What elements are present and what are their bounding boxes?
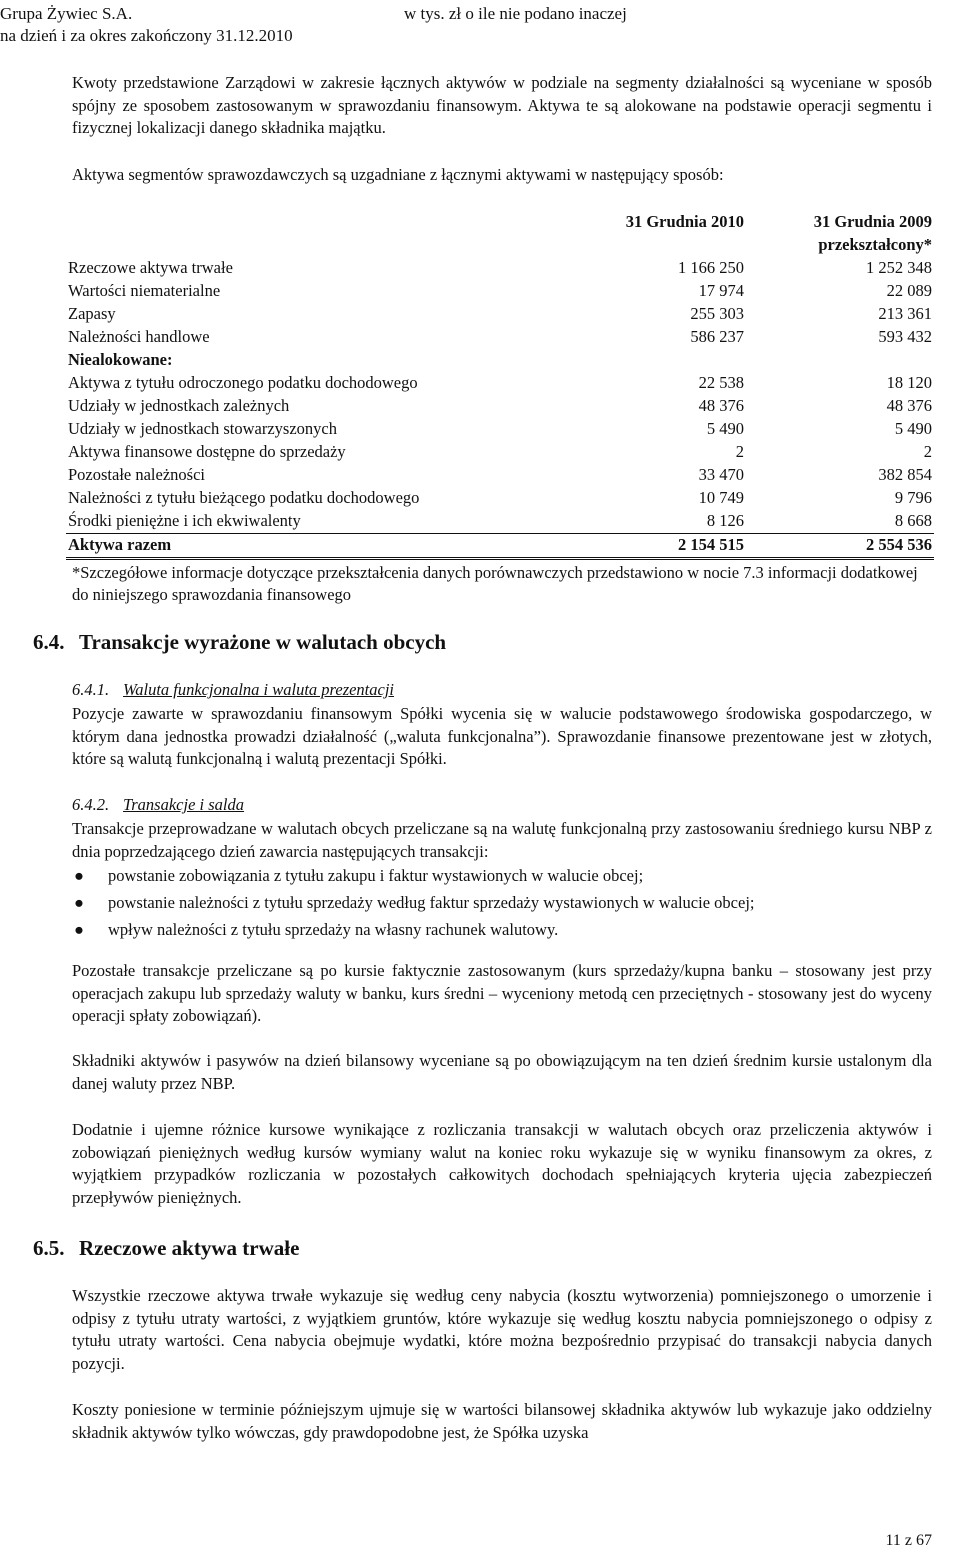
table-header-2009: 31 Grudnia 2009: [813, 212, 932, 231]
section-6-4-2-paragraph-4: Dodatnie i ujemne różnice kursowe wynikające z rozliczania transakcji w walutach obcych oraz przeliczenia aktywów i zobowiązań pieniężnych według kursów wymiany walut na koniec roku wykazuje się w wyniku finansowym za okres, z wyjątkiem przypadków rozliczania w pozostałych całkowitych dochodach spełniających kryteria ujęcia zabezpieczeń przepływów pieniężnych.: [72, 1120, 932, 1207]
table-row-total: Aktywa razem 2 154 515 2 554 536: [66, 534, 934, 559]
table-header-row-2: [66, 234, 934, 257]
table-header-2009-restated: przekształcony*: [818, 235, 932, 254]
bullet-icon: ●: [74, 893, 84, 912]
table-row-unallocated-heading: Niealokowane:: [68, 350, 173, 369]
table-row: Aktywa z tytułu odroczonego podatku dochodowego 22 538 18 120: [68, 373, 932, 392]
bullet-icon: ●: [74, 866, 84, 885]
section-6-4-2-paragraph-1: Transakcje przeprowadzane w walutach obcych przeliczane są na walutę funkcjonalną przy zastosowaniu średniego kursu NBP z dnia poprzedzającego dzień zawarcia następujących transakcji:: [72, 819, 932, 861]
table-row: Należności z tytułu bieżącego podatku dochodowego 10 749 9 796: [68, 488, 932, 507]
section-6-4-2-heading: 6.4.2. Transakcje i salda: [72, 795, 245, 814]
table-row: Aktywa finansowe dostępne do sprzedaży 2 2: [68, 442, 932, 461]
section-6-4-2-paragraph-2: Pozostałe transakcje przeliczane są po kursie faktycznie zastosowanym (kurs sprzedaży/kupna banku – stosowany jest przy operacjach zakupu lub sprzedaży waluty w banku, kurs średni – wyceniony metodą cen przeciętnych - stosowany jest do wyceny operacji spłaty zobowiązań).: [72, 961, 932, 1025]
table-row: Wartości niematerialne 17 974 22 089: [68, 281, 932, 300]
section-6-4-heading: 6.4. Transakcje wyrażone w walutach obcych: [33, 630, 447, 654]
table-row: Pozostałe należności 33 470 382 854: [68, 465, 932, 484]
section-6-5-paragraph-2: Koszty poniesione w terminie późniejszym ujmuje się w wartości bilansowej składnika aktywów lub wykazuje jako oddzielny składnik aktywów tylko wówczas, gdy prawdopodobne jest, że Spółka uzyska: [72, 1400, 932, 1442]
segment-assets-table: [66, 211, 934, 560]
table-row: Rzeczowe aktywa trwałe 1 166 250 1 252 348: [68, 258, 932, 277]
transaction-list: [72, 865, 754, 946]
page-number: 11 z 67: [885, 1532, 932, 1549]
intro-reconciliation: Aktywa segmentów sprawozdawczych są uzgadniane z łącznymi aktywami w następujący sposób:: [72, 165, 724, 184]
header-units: w tys. zł o ile nie podano inaczej: [404, 4, 627, 23]
section-6-5-paragraph-1: Wszystkie rzeczowe aktywa trwałe wykazuje się według ceny nabycia (kosztu wytworzenia) pomniejszonego o umorzenie i odpisy z tytułu utraty wartości, z wyjątkiem gruntów, które wykazuje się według kosztu nabycia pomniejszonego o odpisy z tytułu utraty wartości. Cena nabycia obejmuje wydatki, które można bezpośrednio przypisać do transakcji nabycia danych pozycji.: [72, 1286, 932, 1373]
section-6-4-1-paragraph: Pozycje zawarte w sprawozdaniu finansowym Spółki wycenia się w walucie podstawowego środowiska gospodarczego, w którym dana jednostka prowadzi działalność („waluta funkcjonalna”). Sprawozdanie finansowe prezentowane jest w złotych, które są walutą funkcjonalną i walutą prezentacji Spółki.: [72, 704, 932, 768]
table-header-label: [66, 211, 568, 234]
table-row: Zapasy 255 303 213 361: [68, 304, 932, 323]
bullet-icon: ●: [74, 920, 84, 939]
header-period: na dzień i za okres zakończony 31.12.2010: [0, 26, 293, 45]
intro-paragraph: Kwoty przedstawione Zarządowi w zakresie łącznych aktywów w podziale na segmenty działalności są wyceniane w sposób spójny ze sposobem zastosowanym w sprawozdaniu finansowym. Aktywa te są alokowane na podstawie operacji segmentu i fizycznej lokalizacji danego składnika majątku.: [72, 73, 932, 137]
list-item: ● powstanie należności z tytułu sprzedaży według faktur sprzedaży wystawionych w walucie obcej;: [74, 893, 755, 912]
list-item: ● wpływ należności z tytułu sprzedaży na własny rachunek walutowy.: [74, 920, 559, 939]
table-row: Udziały w jednostkach stowarzyszonych 5 490 5 490: [68, 419, 932, 438]
table-row: Udziały w jednostkach zależnych 48 376 48 376: [68, 396, 932, 415]
section-6-5-heading: 6.5. Rzeczowe aktywa trwałe: [33, 1236, 300, 1260]
table-header-2010: 31 Grudnia 2010: [625, 212, 744, 231]
table-footnote: *Szczegółowe informacje dotyczące przekształcenia danych porównawczych przedstawiono w nocie 7.3 informacji dodatkowej do niniejszego sprawozdania finansowego: [72, 563, 918, 604]
list-item: ● powstanie zobowiązania z tytułu zakupu i faktur wystawionych w walucie obcej;: [74, 866, 644, 885]
section-6-4-2-paragraph-3: Składniki aktywów i pasywów na dzień bilansowy wyceniane są po obowiązującym na ten dzień średnim kursie ustalonym dla danej waluty przez NBP.: [72, 1051, 932, 1093]
section-6-4-1-heading: 6.4.1. Waluta funkcjonalna i waluta prezentacji: [72, 680, 395, 699]
header-company: Grupa Żywiec S.A.: [0, 4, 133, 23]
table-header-row: [66, 211, 934, 234]
table-row: Należności handlowe 586 237 593 432: [68, 327, 932, 346]
table-row: Środki pieniężne i ich ekwiwalenty 8 126 8 668: [68, 511, 932, 530]
